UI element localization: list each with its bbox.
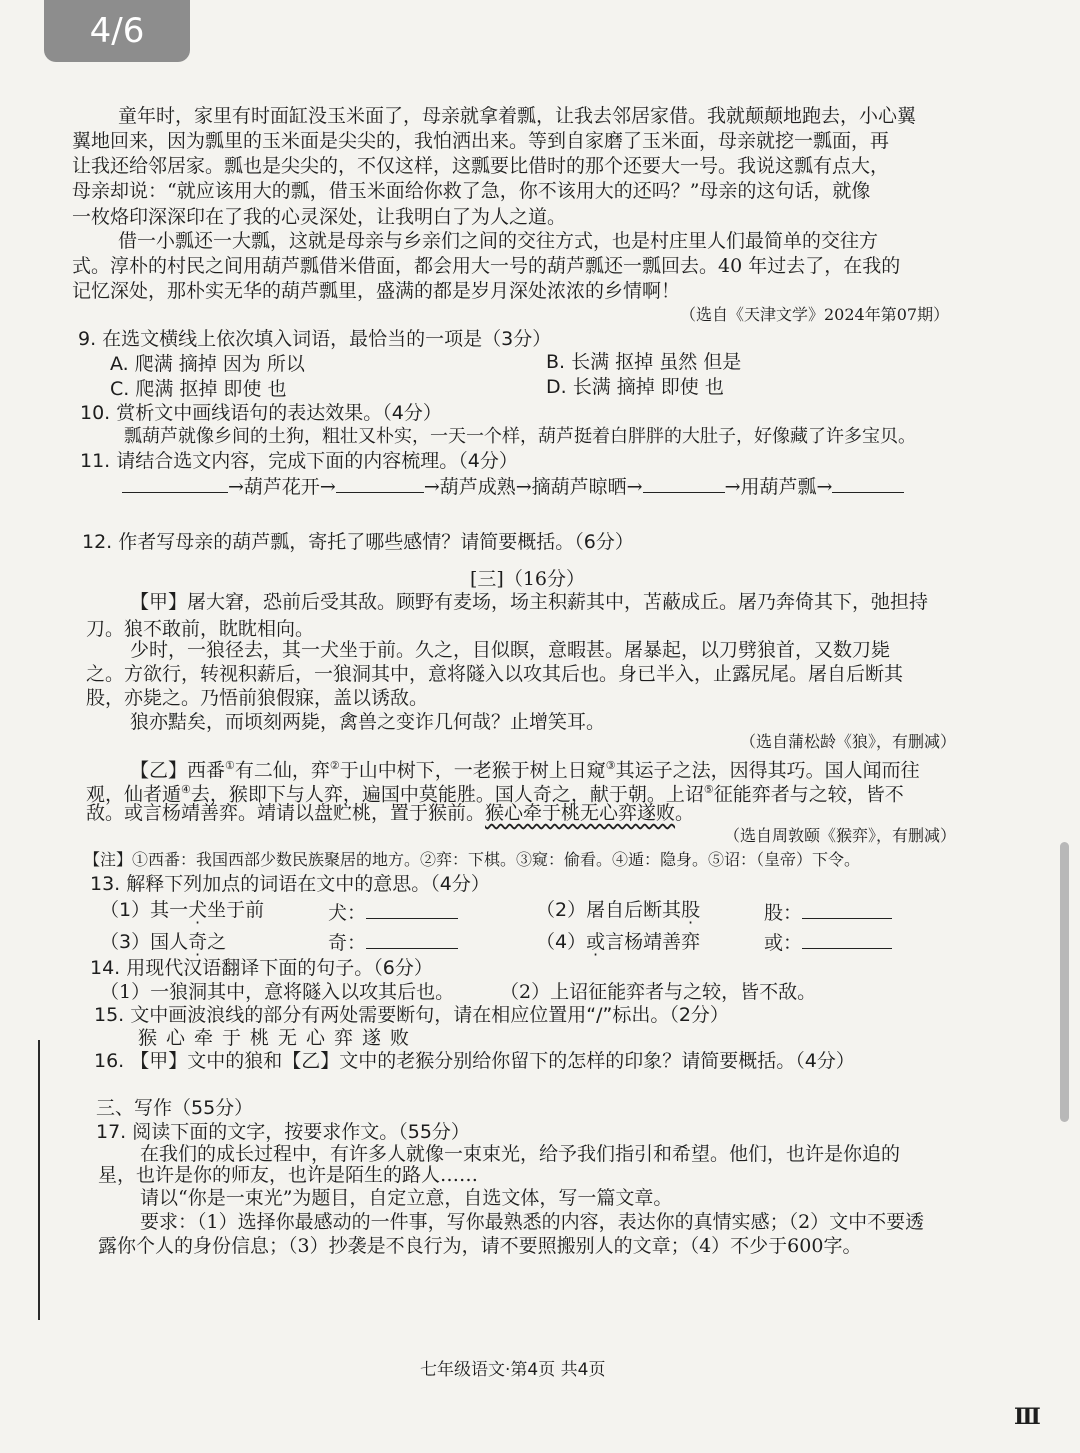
q13-item-4: （4）或言杨靖善弈 xyxy=(536,931,701,953)
section-3-title: [三]（16分） xyxy=(470,568,586,590)
yi-line: 观，仙者遁④去，猴即下与人弈，遍国中莫能胜。国人奇之，献于朝。上诏⑤征能弈者与之较，皆不 xyxy=(86,783,904,806)
option-d: D. 长满 摘掉 即使 也 xyxy=(546,376,724,398)
jia-line: 【甲】屠大窘，恐前后受其敌。顾野有麦场，场主积薪其中，苫蔽成丘。屠乃奔倚其下，弛担持 xyxy=(130,591,929,613)
q13-answer-4: 或： xyxy=(764,930,892,955)
question-13: 13. 解释下列加点的词语在文中的意思。（4分） xyxy=(90,873,490,895)
question-14: 14. 用现代汉语翻译下面的句子。（6分） xyxy=(90,957,433,979)
question-16: 16. 【甲】文中的狼和【乙】文中的老猴分别给你留下的怎样的印象？请简要概括。（4分） xyxy=(94,1050,855,1072)
passage-line: 翼地回来，因为瓢里的玉米面是尖尖的，我怕洒出来。等到自家磨了玉米面，母亲就挖一瓢面，再 xyxy=(72,130,890,152)
annotation-note: 【注】①西番：我国西部少数民族聚居的地方。②弈：下棋。③窥：偷看。④遁：隐身。⑤诏：（皇帝）下令。 xyxy=(84,850,861,869)
question-17: 17. 阅读下面的文字，按要求作文。（55分） xyxy=(96,1121,470,1143)
q14-sentence-1: （1）一狼洞其中，意将隧入以攻其后也。 xyxy=(100,981,455,1003)
option-b: B. 长满 抠掉 虽然 但是 xyxy=(546,351,742,373)
answer-blank[interactable] xyxy=(366,930,458,949)
writing-requirements: 要求：（1）选择你最感动的一件事，写你最熟悉的内容，表达你的真情实感；（2）文中不要透 xyxy=(140,1211,925,1233)
yi-line: 敌。或言杨靖善弈。靖请以盘贮桃，置于猴前。猴心牵于桃无心弈遂败。 xyxy=(86,802,695,824)
option-a: A. 爬满 摘掉 因为 所以 xyxy=(110,353,305,375)
option-c: C. 爬满 抠掉 即使 也 xyxy=(110,378,287,400)
page-indicator-badge: 4/6 xyxy=(44,0,190,62)
scrollbar-thumb[interactable] xyxy=(1060,842,1069,1122)
question-10: 10. 赏析文中画线语句的表达效果。（4分） xyxy=(80,402,442,424)
q14-sentence-2: （2）上诏征能弈者与之较，皆不敌。 xyxy=(500,981,817,1003)
yi-line: 【乙】西番①有二仙，弈②于山中树下，一老猴于树上日窥③其运子之法，因得其巧。国人闻而往 xyxy=(130,759,920,782)
page-footer: 七年级语文·第4页 共4页 xyxy=(420,1360,606,1380)
passage-line: 让我还给邻居家。瓢也是尖尖的，不仅这样，这瓢要比借时的那个还要大一号。我说这瓢有点大， xyxy=(72,155,890,177)
writing-section-title: 三、写作（55分） xyxy=(96,1097,254,1119)
answer-blank[interactable] xyxy=(832,474,904,493)
answer-blank[interactable] xyxy=(336,474,424,493)
q15-sentence: 猴心牵于桃无心弈遂败 xyxy=(138,1027,419,1049)
q13-answer-1: 犬： xyxy=(328,900,458,925)
question-11-flow: →葫芦花开→ →葫芦成熟→摘葫芦晾晒→ →用葫芦瓢→ xyxy=(122,474,904,499)
passage-line: 母亲却说：“就应该用大的瓢，借玉米面给你救了急，你不该用大的还吗？”母亲的这句话，就像 xyxy=(72,180,871,202)
jia-line: 少时，一狼径去，其一犬坐于前。久之，目似瞑，意暇甚。屠暴起，以刀劈狼首，又数刀毙 xyxy=(130,639,891,661)
passage-line: 一枚烙印深深印在了我的心灵深处，让我明白了为人之道。 xyxy=(72,206,567,228)
answer-blank[interactable] xyxy=(802,900,892,919)
writing-requirements: 露你个人的身份信息；（3）抄袭是不良行为，请不要照搬别人的文章；（4）不少于600字。 xyxy=(98,1235,862,1257)
q13-answer-3: 奇： xyxy=(328,930,458,955)
passage-line: 借一小瓢还一大瓢，这就是母亲与乡亲们之间的交往方式，也是村庄里人们最简单的交往方 xyxy=(118,230,879,252)
passage-line: 记忆深处，那朴实无华的葫芦瓢里，盛满的都是岁月深处浓浓的乡情啊！ xyxy=(72,280,681,302)
q13-item-1: （1）其一犬坐于前 xyxy=(100,899,265,921)
passage-line: 童年时，家里有时面缸没玉米面了，母亲就拿着瓢，让我去邻居家借。我就颠颠地跑去，小心翼 xyxy=(118,105,917,127)
answer-blank[interactable] xyxy=(366,900,458,919)
jia-line: 之。方欲行，转视积薪后，一狼洞其中，意将隧入以攻其后也。身已半入，止露尻尾。屠自后断其 xyxy=(86,663,904,685)
jia-line: 刀。狼不敢前，眈眈相向。 xyxy=(86,618,315,640)
jia-line: 股，亦毙之。乃悟前狼假寐，盖以诱敌。 xyxy=(86,687,429,709)
passage-line: 式。淳朴的村民之间用葫芦瓢借米借面，都会用大一号的葫芦瓢还一瓢回去。40 年过去了，在我的 xyxy=(72,255,901,277)
q13-item-2: （2）屠自后断其股 xyxy=(536,899,701,921)
wavy-underlined-sentence: 猴心牵于桃无心弈遂败 xyxy=(485,802,676,824)
margin-line xyxy=(38,1040,40,1320)
jia-source: （选自蒲松龄《狼》，有删减） xyxy=(740,732,957,751)
passage-source: （选自《天津文学》2024年第07期） xyxy=(680,305,950,324)
question-12: 12. 作者写母亲的葫芦瓢，寄托了哪些感情？请简要概括。（6分） xyxy=(82,531,634,553)
jia-line: 狼亦黠矣，而顷刻两毙，禽兽之变诈几何哉？止增笑耳。 xyxy=(130,711,606,733)
question-11: 11. 请结合选文内容，完成下面的内容梳理。（4分） xyxy=(80,450,518,472)
question-15: 15. 文中画波浪线的部分有两处需要断句，请在相应位置用“/”标出。（2分） xyxy=(94,1004,729,1026)
writing-prompt: 在我们的成长过程中，有许多人就像一束束光，给予我们指引和希望。他们，也许是你追的 xyxy=(140,1143,901,1165)
answer-blank[interactable] xyxy=(122,474,228,493)
q13-item-3: （3）国人奇之 xyxy=(100,931,227,953)
writing-prompt: 请以“你是一束光”为题目，自定立意，自选文体，写一篇文章。 xyxy=(140,1187,673,1209)
corner-mark: Ⅲ xyxy=(1014,1404,1041,1430)
q13-answer-2: 股： xyxy=(764,900,892,925)
question-9: 9. 在选文横线上依次填入词语，最恰当的一项是（3分） xyxy=(78,328,552,350)
answer-blank[interactable] xyxy=(802,930,892,949)
yi-source: （选自周敦颐《猴弈》，有删减） xyxy=(724,826,957,845)
answer-blank[interactable] xyxy=(643,474,725,493)
writing-prompt: 星，也许是你的师友，也许是陌生的路人…… xyxy=(98,1164,479,1186)
question-10-quote: 瓢葫芦就像乡间的土狗，粗壮又朴实，一天一个样，葫芦挺着白胖胖的大肚子，好像藏了许多宝贝。 xyxy=(124,426,916,447)
